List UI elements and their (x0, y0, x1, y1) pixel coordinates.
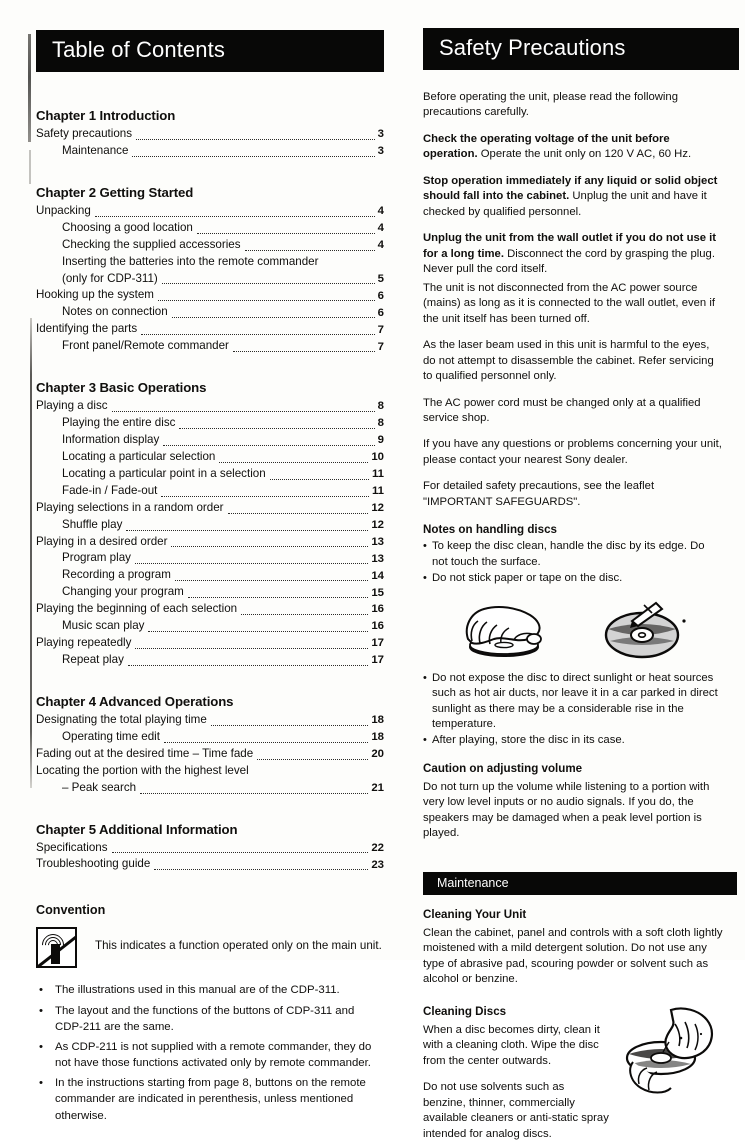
safety-paragraph (423, 132, 723, 163)
toc-entry-label: Safety precautions (36, 127, 133, 140)
toc-chapter-title: Chapter 2 Getting Started (36, 184, 194, 200)
toc-leader-dots (141, 333, 374, 335)
handling-bullets-before (423, 539, 723, 586)
toc-entry-page-number: 6 (377, 306, 384, 319)
toc-entry-page-number: 18 (371, 731, 384, 744)
table-of-contents-list (36, 108, 384, 873)
toc-entry-label: Changing your program (62, 585, 184, 599)
toc-chapter-title: Chapter 3 Basic Operations (36, 380, 207, 396)
toc-entry[interactable] (36, 500, 384, 517)
toc-entry-label: Fading out at the desired time – Time fade (36, 746, 254, 760)
safety-plain-paragraph: For detailed safety precautions, see the leaflet "IMPORTANT SAFEGUARDS". (423, 480, 655, 508)
toc-leader-dots (154, 868, 368, 870)
toc-entry[interactable] (36, 780, 384, 797)
toc-leader-dots (179, 427, 374, 429)
safety-paragraph-rest: Unplug the unit and have it checked by qualified personnel. (423, 190, 707, 218)
toc-entry-page-number: 8 (377, 400, 384, 413)
scan-edge-artifact-top (28, 34, 31, 142)
toc-entry-label: Notes on connection (62, 305, 168, 319)
scan-edge-artifact-bottom (30, 318, 32, 788)
toc-entry-label: Recording a program (62, 568, 171, 582)
toc-entry[interactable] (36, 550, 384, 567)
toc-entry[interactable] (36, 398, 384, 415)
toc-leader-dots (228, 512, 369, 514)
toc-entry-page-number: 8 (377, 417, 384, 430)
volume-caution-heading: Caution on adjusting volume (423, 761, 583, 775)
toc-leader-dots (158, 299, 375, 301)
safety-plain-paragraph-list (423, 281, 723, 511)
safety-paragraph-lead: Check the operating voltage of the unit before operation. (423, 132, 670, 161)
handling-bullet (423, 539, 723, 570)
toc-entry[interactable] (36, 729, 384, 746)
toc-leader-dots (219, 461, 368, 463)
toc-entry[interactable] (36, 534, 384, 551)
safety-paragraph-lead: Stop operation immediately if any liquid or solid object should fall into the cabinet. (423, 174, 718, 203)
toc-entry-label: Playing repeatedly (36, 636, 132, 650)
cleaning-discs-block (423, 994, 723, 1142)
toc-leader-dots (132, 155, 374, 157)
safety-intro-paragraph: Before operating the unit, please read the following precautions carefully. (423, 91, 678, 119)
toc-entry-label: Designating the total playing time (36, 712, 207, 726)
toc-entry-page-number: 12 (371, 501, 384, 514)
toc-entry[interactable] (36, 584, 384, 601)
toc-entry-page-number: 16 (371, 603, 384, 616)
toc-entry-label: Playing a disc (36, 399, 108, 413)
toc-entry[interactable] (36, 271, 384, 288)
toc-entry-page-number: 13 (371, 552, 384, 565)
toc-entry-page-number: 5 (377, 272, 384, 285)
toc-entry-page-number: 13 (371, 535, 384, 548)
handling-bullets-after (423, 671, 723, 749)
bullet-dot-icon: • (39, 1077, 43, 1090)
cleaning-discs-heading: Cleaning Discs (423, 1004, 507, 1018)
safety-paragraph-rest: Operate the unit only on 120 V AC, 60 Hz. (480, 148, 692, 161)
toc-leader-dots (161, 495, 369, 497)
safety-body (423, 90, 723, 842)
convention-icon-row (36, 927, 384, 968)
toc-entry[interactable] (36, 517, 384, 534)
cleaning-discs-text-column (423, 994, 609, 1142)
cleaning-discs-text-2: Do not use solvents such as benzine, thinner, commercially available cleaners or anti-static spray intended for analog discs. (423, 1081, 609, 1140)
safety-plain-paragraph: As the laser beam used in this unit is harmful to the eyes, do not attempt to disassemble the cabinet. Refer servicing to qualified personnel only. (423, 339, 714, 383)
bullet-dot-icon: • (423, 734, 427, 747)
toc-leader-dots (162, 282, 375, 284)
toc-leader-dots (171, 545, 368, 547)
toc-entry-page-number: 17 (371, 654, 384, 667)
toc-entry-label: Troubleshooting guide (36, 857, 151, 871)
safety-plain-paragraph: The unit is not disconnected from the AC power source (mains) as long as it is connected to the wall outlet, even if the unit itself has been turned off. (423, 281, 715, 325)
toc-entry[interactable] (36, 601, 384, 618)
toc-entry-label: Choosing a good location (62, 220, 193, 234)
toc-entry-page-number: 17 (371, 637, 384, 650)
toc-entry-page-number: 3 (377, 145, 384, 158)
toc-entry-page-number: 15 (371, 586, 384, 599)
toc-entry-page-number: 4 (377, 222, 384, 235)
handling-bullet-text: Do not stick paper or tape on the disc. (432, 572, 623, 585)
toc-entry-label: Operating time edit (62, 729, 160, 743)
toc-entry[interactable] (36, 143, 384, 160)
toc-entry-label: Specifications (36, 840, 108, 854)
toc-leader-dots (140, 792, 368, 794)
toc-entry-page-number: 3 (377, 128, 384, 141)
toc-entry-label: Locating the portion with the highest level (36, 763, 249, 777)
toc-leader-dots (135, 562, 368, 564)
toc-leader-dots (188, 596, 369, 598)
safety-plain-paragraph: If you have any questions or problems concerning your unit, please contact your nearest Sony dealer. (423, 438, 722, 466)
maintenance-section (423, 872, 723, 1142)
handling-bullet-text: To keep the disc clean, handle the disc by its edge. Do not touch the surface. (432, 540, 705, 568)
toc-leader-dots (148, 630, 368, 632)
toc-leader-dots (233, 350, 375, 352)
toc-entry-page-number: 21 (371, 781, 384, 794)
toc-entry-label: Playing the entire disc (62, 416, 176, 430)
volume-caution-text: Do not turn up the volume while listening to a portion with very low level inputs or no audio signals. If you do, the speakers may be damaged when a peak level portion is played. (423, 780, 710, 840)
toc-leader-dots (322, 267, 381, 268)
toc-entry-page-number: 4 (377, 238, 384, 251)
toc-leader-dots (245, 249, 375, 251)
toc-entry-page-number: 10 (371, 451, 384, 464)
toc-entry-page-number: 7 (377, 340, 384, 353)
toc-entry-page-number: 14 (371, 569, 384, 582)
toc-entry-page-number: 16 (371, 620, 384, 633)
toc-leader-dots (172, 316, 375, 318)
toc-entry-page-number: 18 (371, 714, 384, 727)
toc-entry[interactable] (36, 635, 384, 652)
bullet-dot-icon: • (39, 984, 43, 997)
handling-bullet-text: After playing, store the disc in its case. (432, 734, 625, 747)
toc-entry-label: (only for CDP-311) (62, 271, 158, 285)
safety-paragraph-rest: Disconnect the cord by grasping the plug. Never pull the cord itself. (423, 247, 715, 276)
convention-bullet-text: The illustrations used in this manual are of the CDP-311. (55, 984, 340, 997)
maintenance-body (423, 907, 723, 1142)
convention-heading: Convention (36, 903, 106, 918)
toc-entry-label: Repeat play (62, 652, 124, 666)
cleaning-discs-text-1: When a disc becomes dirty, clean it with a cleaning cloth. Wipe the disc from the center outwards. (423, 1023, 600, 1067)
scan-edge-artifact-mid (29, 150, 31, 184)
toc-chapter-title: Chapter 5 Additional Information (36, 821, 238, 837)
toc-entry[interactable] (36, 567, 384, 584)
toc-entry-page-number: 9 (377, 434, 384, 447)
cleaning-unit-heading: Cleaning Your Unit (423, 908, 527, 922)
toc-leader-dots (164, 741, 368, 743)
safety-paragraph (423, 231, 723, 277)
bullet-dot-icon: • (423, 540, 427, 553)
toc-entry-label: Fade-in / Fade-out (62, 483, 158, 497)
toc-entry[interactable] (36, 763, 384, 780)
toc-entry[interactable] (36, 287, 384, 304)
toc-entry-label: – Peak search (62, 780, 137, 794)
toc-entry-label: Identifying the parts (36, 322, 138, 336)
safety-paragraph-lead: Unplug the unit from the wall outlet if you do not use it for a long time. (423, 232, 717, 260)
handling-bullet-text: Do not expose the disc to direct sunlight or heat sources such as hot air ducts, nor leave it in a car parked in direct sunlight as there may be a considerable rise in the temperature. (432, 671, 718, 730)
hand-holding-disc-by-edge-illustration (454, 599, 554, 661)
toc-entry[interactable] (36, 449, 384, 466)
toc-entry[interactable] (36, 840, 384, 857)
toc-entry-label: Checking the supplied accessories (62, 237, 241, 251)
maintenance-banner: Maintenance (423, 872, 737, 895)
toc-entry[interactable] (36, 254, 384, 271)
toc-leader-dots (135, 647, 368, 649)
toc-leader-dots (163, 444, 374, 446)
toc-entry-label: Music scan play (62, 619, 145, 633)
toc-entry-label: Locating a particular point in a selection (62, 466, 266, 480)
bullet-dot-icon: • (423, 671, 427, 684)
toc-leader-dots (126, 529, 368, 531)
toc-entry[interactable] (36, 652, 384, 669)
handling-discs-heading: Notes on handling discs (423, 523, 557, 537)
convention-bullet (36, 1075, 384, 1124)
toc-entry[interactable] (36, 321, 384, 338)
no-remote-commander-icon (36, 927, 77, 968)
toc-entry[interactable] (36, 746, 384, 763)
safety-plain-paragraph: The AC power cord must be changed only at a qualified service shop. (423, 396, 701, 424)
hand-wiping-disc-with-cloth-illustration (613, 1004, 723, 1100)
toc-leader-dots (253, 776, 381, 777)
toc-entry-label: Maintenance (62, 143, 129, 157)
toc-chapter-title: Chapter 1 Introduction (36, 108, 176, 123)
toc-entry[interactable] (36, 432, 384, 449)
safety-bold-paragraph-list (423, 132, 723, 278)
toc-leader-dots (211, 724, 369, 726)
toc-entry-label: Shuffle play (62, 517, 123, 531)
toc-entry[interactable] (36, 483, 384, 500)
toc-entry-label: Hooking up the system (36, 288, 154, 302)
cleaning-unit-text: Clean the cabinet, panel and controls with a soft cloth lightly moistened with a mild detergent solution. Do not use any type of abrasive pad, scouring powder or solvent such as alcohol or benzine. (423, 926, 723, 986)
toc-entry-label: Front panel/Remote commander (62, 339, 229, 353)
handling-bullet (423, 571, 723, 586)
convention-bullet-text: In the instructions starting from page 8, buttons on the remote commander are indicated in perenthesis, unless mentioned otherwise. (55, 1077, 366, 1122)
toc-entry-label: Playing in a desired order (36, 534, 168, 548)
toc-entry-page-number: 22 (371, 841, 384, 854)
convention-bullet-text: As CDP-211 is not supplied with a remote commander, they do not have those functions activated only by remote commander. (55, 1040, 372, 1070)
toc-entry[interactable] (36, 304, 384, 321)
disc-with-pen-crossed-out-illustration (592, 599, 692, 661)
disc-handling-illustrations (423, 599, 723, 661)
toc-entry[interactable] (36, 712, 384, 729)
table-of-contents-column (36, 0, 384, 1128)
toc-entry[interactable] (36, 126, 384, 143)
toc-entry-page-number: 23 (371, 858, 384, 871)
convention-section (36, 903, 384, 1124)
toc-leader-dots (175, 579, 368, 581)
safety-precautions-banner: Safety Precautions (423, 28, 739, 70)
convention-icon-caption: This indicates a function operated only on the main unit. (95, 939, 382, 953)
toc-entry-page-number: 20 (371, 748, 384, 761)
toc-entry-page-number: 7 (377, 323, 384, 336)
toc-leader-dots (136, 138, 375, 140)
toc-entry-page-number: 12 (371, 518, 384, 531)
toc-entry-page-number: 11 (371, 468, 384, 481)
safety-precautions-column (423, 0, 723, 1142)
toc-leader-dots (95, 215, 375, 217)
toc-leader-dots (112, 851, 369, 853)
toc-leader-dots (128, 664, 368, 666)
toc-entry[interactable] (36, 618, 384, 635)
toc-entry-page-number: 6 (377, 289, 384, 302)
bullet-dot-icon: • (39, 1004, 43, 1017)
toc-leader-dots (270, 478, 369, 480)
convention-bullet (36, 1003, 384, 1035)
handling-bullet (423, 671, 723, 733)
table-of-contents-banner: Table of Contents (36, 30, 384, 72)
toc-entry-label: Program play (62, 551, 131, 565)
convention-bullet (36, 982, 384, 998)
toc-entry-label: Playing selections in a random order (36, 500, 224, 514)
toc-entry[interactable] (36, 338, 384, 355)
convention-bullet (36, 1039, 384, 1071)
bullet-dot-icon: • (423, 572, 427, 585)
convention-bullet-text: The layout and the functions of the buttons of CDP-311 and CDP-211 are the same. (55, 1004, 355, 1033)
toc-entry-page-number: 11 (371, 485, 384, 498)
toc-chapter-title: Chapter 4 Advanced Operations (36, 693, 234, 709)
toc-entry-page-number: 4 (377, 205, 384, 218)
toc-entry-label: Information display (62, 432, 160, 446)
toc-entry-label: Locating a particular selection (62, 449, 216, 463)
toc-entry-label: Inserting the batteries into the remote commander (62, 254, 319, 268)
toc-leader-dots (197, 232, 375, 234)
toc-entry[interactable] (36, 466, 384, 483)
toc-entry[interactable] (36, 237, 384, 254)
toc-entry[interactable] (36, 220, 384, 237)
toc-leader-dots (112, 410, 375, 412)
toc-leader-dots (241, 613, 368, 615)
toc-entry[interactable] (36, 203, 384, 220)
toc-entry-label: Unpacking (36, 203, 91, 217)
toc-entry[interactable] (36, 856, 384, 873)
handling-bullet (423, 733, 723, 748)
toc-leader-dots (257, 758, 368, 760)
safety-paragraph (423, 174, 723, 220)
convention-bullet-list (36, 982, 384, 1124)
toc-entry[interactable] (36, 415, 384, 432)
bullet-dot-icon: • (39, 1040, 43, 1053)
toc-entry-label: Playing the beginning of each selection (36, 602, 238, 616)
